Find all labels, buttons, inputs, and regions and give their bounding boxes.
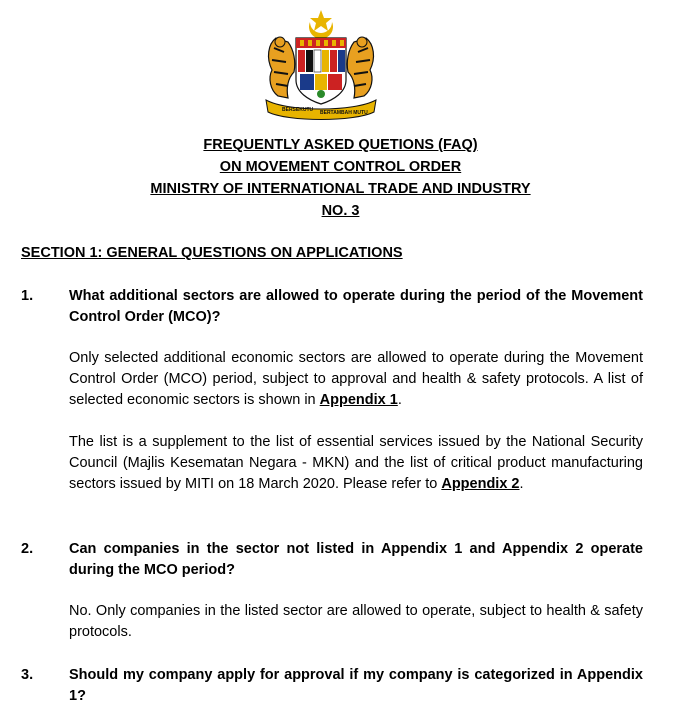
- section-heading: SECTION 1: GENERAL QUESTIONS ON APPLICATIONS: [21, 245, 403, 261]
- question-text: Can companies in the sector not listed in Appendix 1 and Appendix 2 operate during the MCO period?: [69, 541, 643, 578]
- answer-text: Only selected additional economic sectors are allowed to operate during the Movement Control Order (MCO) period, subject to approval and health & safety protocols. A list of selected economic sectors is shown in: [69, 350, 643, 408]
- question-text: What additional sectors are allowed to operate during the period of the Movement Control Order (MCO)?: [69, 288, 643, 325]
- document-title: [0, 134, 681, 222]
- question-number: 1.: [21, 288, 34, 304]
- answer-text: The list is a supplement to the list of essential services issued by the National Security Council (Majlis Kesematan Negara - MKN) and the list of critical product manufacturing sectors issued by MITI on 18 March 2020. Please refer to: [69, 434, 643, 492]
- appendix-1-link[interactable]: Appendix 1: [319, 392, 398, 408]
- title-line-1: FREQUENTLY ASKED QUETIONS (FAQ): [203, 137, 478, 153]
- question-text: Should my company apply for approval if my company is categorized in Appendix 1?: [69, 667, 643, 704]
- question-number: 3.: [21, 667, 34, 683]
- question-number: 2.: [21, 541, 34, 557]
- title-line-4: NO. 3: [321, 203, 360, 219]
- crest-motto-right: BERTAMBAH MUTU: [320, 110, 368, 116]
- coat-of-arms-logo: [258, 8, 384, 123]
- answer-paragraph: No. Only companies in the listed sector are allowed to operate, subject to health & safety protocols.: [69, 603, 643, 640]
- title-line-2: ON MOVEMENT CONTROL ORDER: [219, 159, 462, 175]
- answer-paragraph: [69, 432, 643, 495]
- answer-text-end: .: [519, 476, 524, 492]
- answer-paragraph: [69, 348, 643, 411]
- appendix-2-link[interactable]: Appendix 2: [441, 476, 520, 492]
- crest-motto-left: BERSEKUTU: [282, 107, 314, 113]
- answer-text-end: .: [397, 392, 402, 408]
- title-line-3: MINISTRY OF INTERNATIONAL TRADE AND INDUSTRY: [150, 181, 531, 197]
